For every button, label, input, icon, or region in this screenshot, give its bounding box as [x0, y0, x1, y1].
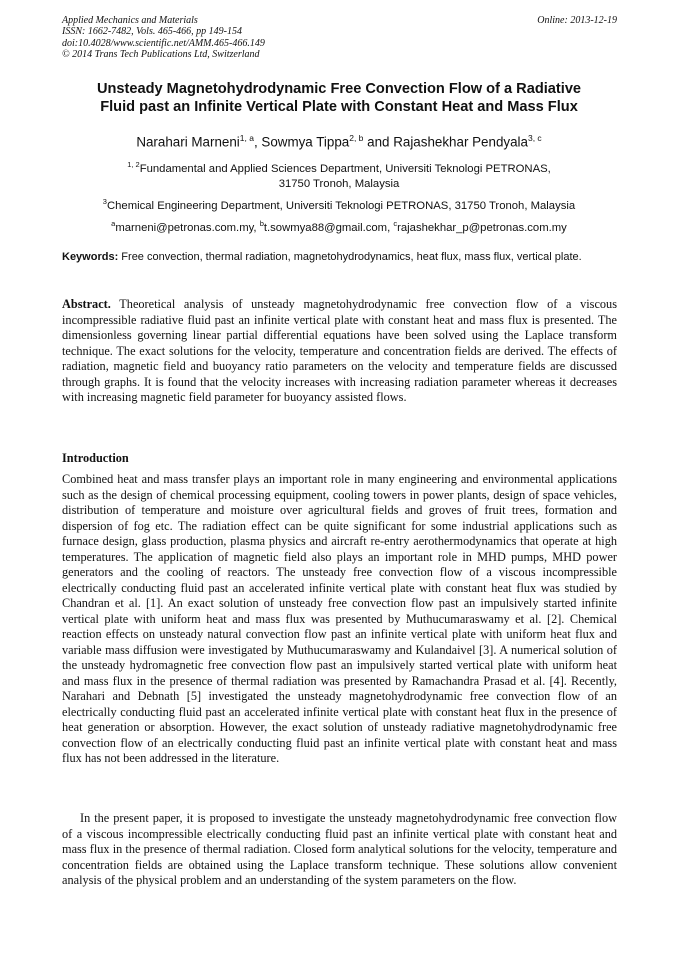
email-b-sup: b: [259, 219, 264, 228]
journal-header: [62, 15, 617, 60]
affiliation-1: [62, 157, 616, 192]
email-a-sup: a: [111, 219, 116, 228]
email-a: marneni@petronas.com.my,: [115, 221, 260, 234]
author-2-sup: 2, b: [349, 133, 364, 143]
abstract: [62, 297, 617, 406]
keywords-label: Keywords:: [62, 251, 119, 263]
affiliation-2-text: Chemical Engineering Department, Universiti Teknologi PETRONAS, 31750 Tronoh, Malaysia: [106, 199, 576, 212]
email-list: [62, 216, 616, 236]
keywords-text: Free convection, thermal radiation, magnetohydrodynamics, heat flux, mass flux, vertical plate.: [118, 251, 582, 263]
intro-paragraph-1: Combined heat and mass transfer plays an important role in many engineering and environmental applications such as the design of chemical processing equipment, cooling towers in power plants, design of space vehicles, distribution of temperature and moisture over agricultural fields and groves of fruit trees, formation and dispersion of fog etc. The radiation effect can be quite significant for some industrial applications such as furnace design, glass production, plasma physics and aircraft re-entry aerothermodynamics that operate at high temperatures. The application of magnetic field also plays an important role in MHD pumps, MHD power generators and the cooling of reactors. The unsteady free convection flow of a viscous incompressible electrically conducting fluid past an accelerated infinite vertical plate with constant heat flux was studied by Chandran et al. [1]. An exact solution of unsteady free convection flow past an impulsively started infinite vertical plate with uniform heat and mass flux was presented by Muthucumaraswamy et al. [2]. Chemical reaction effects on unsteady natural convection flow past an infinite vertical plate with uniform heat flux and variable mass diffusion were investigated by Muthucumaraswamy and Kulandaivel [3]. A numerical solution of the unsteady hydromagnetic free convection flow past an impulsively started vertical plate with uniform heat and mass flux in the presence of thermal radiation was presented by Ramachandra Prasad et al. [4]. Recently, Narahari and Debnath [5] investigated the unsteady magnetohydrodynamic free convection flow of an electrically conducting fluid past an accelerated infinite vertical plate with constant heat flux in the presence of heat generation or absorption. However, the exact solution of unsteady radiative magnetohydrodynamic free convection flow of an electrically conducting fluid past an infinite vertical plate with constant heat and mass flux has not been addressed in the literature.: [62, 472, 617, 765]
email-c: rajashekhar_p@petronas.com.my: [397, 221, 567, 234]
author-3-sup: 3, c: [527, 133, 542, 143]
author-2: Sowmya Tippa: [261, 134, 350, 150]
author-sep-1: ,: [253, 134, 262, 150]
affiliation-2-sup: 3: [102, 197, 107, 206]
affiliation-1-line-1: Fundamental and Applied Sciences Department, Universiti Teknologi PETRONAS,: [139, 162, 551, 175]
title-line-1: Unsteady Magnetohydrodynamic Free Convection Flow of a Radiative: [96, 81, 582, 97]
paper-title: [62, 80, 616, 116]
author-1-sup: 1, a: [239, 133, 254, 143]
title-line-2: Fluid past an Infinite Vertical Plate with Constant Heat and Mass Flux: [100, 99, 578, 115]
keywords: [62, 251, 617, 265]
doi-line: doi:10.4028/www.scientific.net/AMM.465-466.149: [62, 37, 265, 49]
author-3: Rajashekhar Pendyala: [393, 134, 528, 150]
issn-line: ISSN: 1662-7482, Vols. 465-466, pp 149-154: [62, 26, 242, 38]
copyright-line: © 2014 Trans Tech Publications Ltd, Switzerland: [62, 48, 260, 60]
abstract-label: Abstract.: [62, 297, 111, 311]
journal-name: Applied Mechanics and Materials: [62, 15, 198, 26]
affiliation-1-line-2: 31750 Tronoh, Malaysia: [278, 177, 400, 190]
email-b: t.sowmya88@gmail.com,: [263, 221, 394, 234]
email-c-sup: c: [393, 219, 398, 228]
author-list: [62, 130, 616, 150]
author-sep-2: and: [363, 134, 394, 150]
affiliation-1-sup: 1, 2: [127, 160, 140, 169]
intro-paragraph-2: In the present paper, it is proposed to investigate the unsteady magnetohydrodynamic free convection flow of a viscous incompressible electrically conducting fluid past an infinite vertical plate with constant heat and mass flux in the presence of thermal radiation. Closed form analytical solutions for the velocity, temperature and concentration fields are obtained using the Laplace transform technique. These solutions allow convenient analysis of the physical problem and an understanding of the system parameters on the flow.: [62, 811, 617, 887]
abstract-text: Theoretical analysis of unsteady magnetohydrodynamic free convection flow of a viscous incompressible radiative fluid past an infinite vertical plate with constant heat and mass flux is presented. The dimensionless governing linear partial differential equations have been solved using the Laplace transform technique. The exact solutions for the velocity, temperature and concentration fields are derived. The effects of radiation, magnetic field and buoyancy ratio parameters on the velocity and temperature fields are discussed through graphs. It is found that the velocity increases with increasing radiation parameter whereas it decreases with increasing magnetic field parameter for buoyancy assisted flows.: [62, 297, 617, 404]
section-heading-introduction: Introduction: [62, 451, 129, 465]
affiliation-2: [62, 194, 616, 214]
author-1: Narahari Marneni: [136, 134, 240, 150]
online-date: Online: 2013-12-19: [537, 15, 617, 26]
